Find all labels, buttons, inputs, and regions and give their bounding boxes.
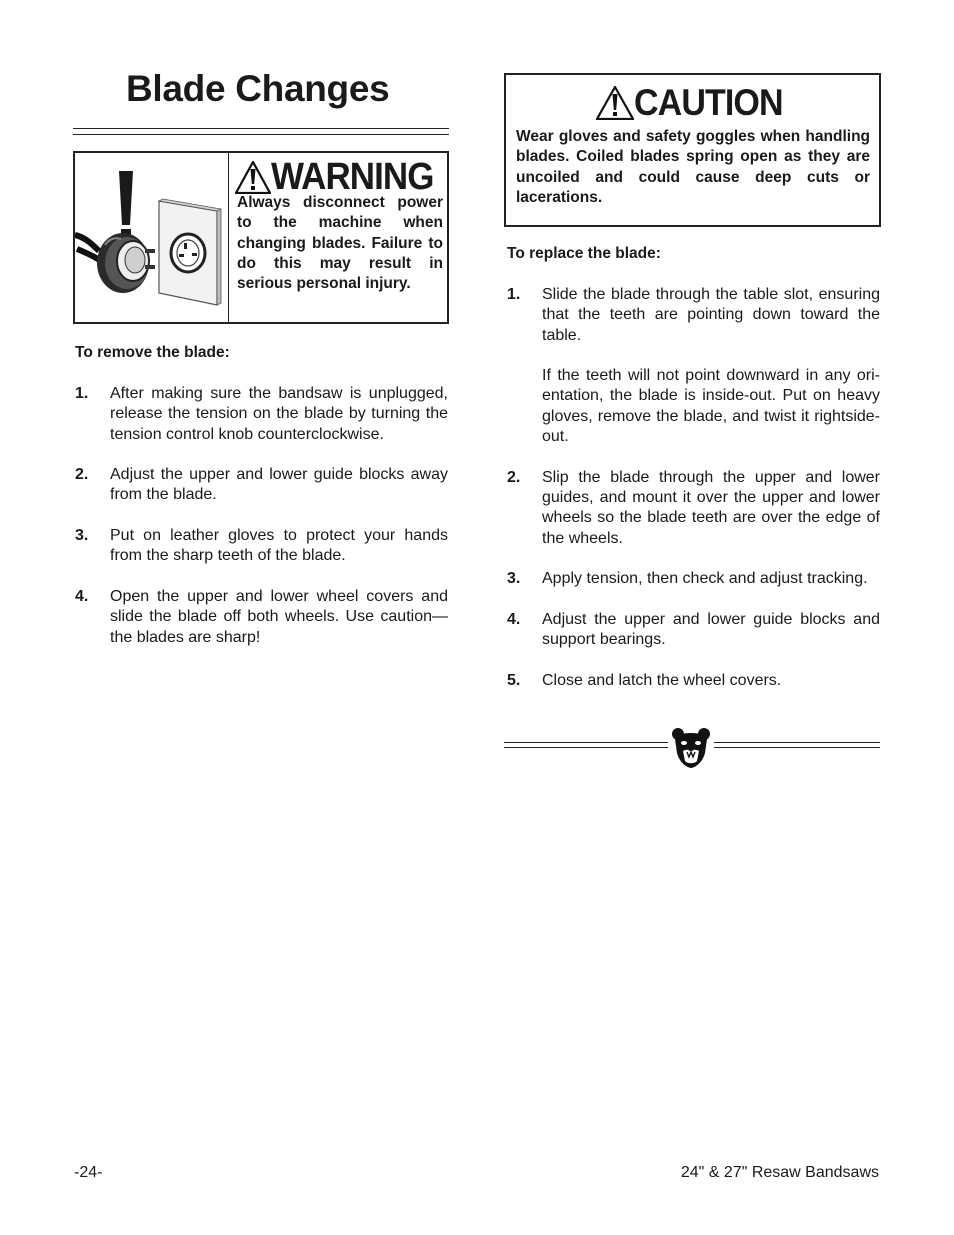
warning-label: WARNING [271, 156, 434, 198]
step-text: Open the upper and lower wheel covers and slide the blade off both wheels. Use caution—the blades are sharp! [110, 587, 448, 646]
warning-triangle-icon [596, 86, 634, 120]
step-number: 2. [75, 466, 89, 484]
plug-and-outlet-illustration [75, 153, 228, 322]
title-rule [73, 128, 449, 129]
step-text: Adjust the upper and lower guide blocks and support bearings. [542, 610, 880, 649]
list-item [507, 285, 880, 447]
remove-steps [75, 384, 448, 668]
warning-heading [235, 157, 448, 197]
page-number: -24- [74, 1164, 103, 1181]
replace-steps [507, 285, 880, 711]
footer-title: 24" & 27" Resaw Bandsaws [680, 1164, 879, 1181]
list-item [75, 465, 448, 506]
page-title: Blade Changes [126, 68, 390, 109]
list-item [507, 671, 880, 691]
caution-box [504, 73, 881, 227]
step-number: 4. [507, 610, 521, 628]
warning-triangle-icon [235, 161, 271, 194]
warning-box [73, 151, 449, 324]
remove-heading: To remove the blade: [75, 344, 230, 361]
bear-head-logo-icon [671, 727, 711, 769]
step-number: 1. [75, 385, 89, 402]
step-note: If the teeth will not point downward in any orientation, the blade is inside-out. Put on heavy gloves, remove the blade, and twist it rightside-out. [542, 367, 880, 446]
step-number: 3. [507, 570, 521, 588]
step-number: 2. [507, 468, 521, 486]
list-item [75, 587, 448, 648]
list-item [507, 610, 880, 651]
step-number: 1. [507, 286, 521, 303]
step-text: Slide the blade through the table slot, ensuring that the teeth are pointing down toward the table. [542, 286, 880, 344]
section-end-rule-left [504, 742, 668, 743]
list-item [507, 468, 880, 549]
list-item [507, 569, 880, 589]
step-text: Slip the blade through the upper and lower guides, and mount it over the upper and lower wheels so the blade teeth are over the edge of the wheels. [542, 468, 880, 547]
caution-label: CAUTION [634, 82, 783, 123]
list-item [75, 526, 448, 567]
step-text: Adjust the upper and lower guide blocks away from the blade. [110, 466, 448, 504]
step-text: Apply tension, then check and adjust tracking. [542, 570, 868, 588]
step-number: 5. [507, 671, 521, 689]
step-text: After making sure the bandsaw is unplugged, release the tension on the blade by turning the tension control knob counterclockwise. [110, 385, 448, 443]
replace-heading: To replace the blade: [507, 245, 661, 262]
warning-divider [228, 153, 229, 322]
section-end-rule-right [714, 742, 880, 743]
step-text: Close and latch the wheel covers. [542, 671, 782, 689]
caution-text: Wear gloves and safety goggles when handling blades. Coiled blades spring open as they are uncoiled and could cause deep cuts or lacerations. [516, 128, 870, 206]
caution-heading [596, 81, 796, 125]
step-number: 3. [75, 527, 89, 545]
list-item [75, 384, 448, 445]
step-text: Put on leather gloves to protect your hands from the sharp teeth of the blade. [110, 527, 448, 565]
warning-text: Always disconnect power to the machine when changing blades. Failure to do this may result in serious personal injury. [237, 194, 443, 293]
step-number: 4. [75, 587, 89, 605]
